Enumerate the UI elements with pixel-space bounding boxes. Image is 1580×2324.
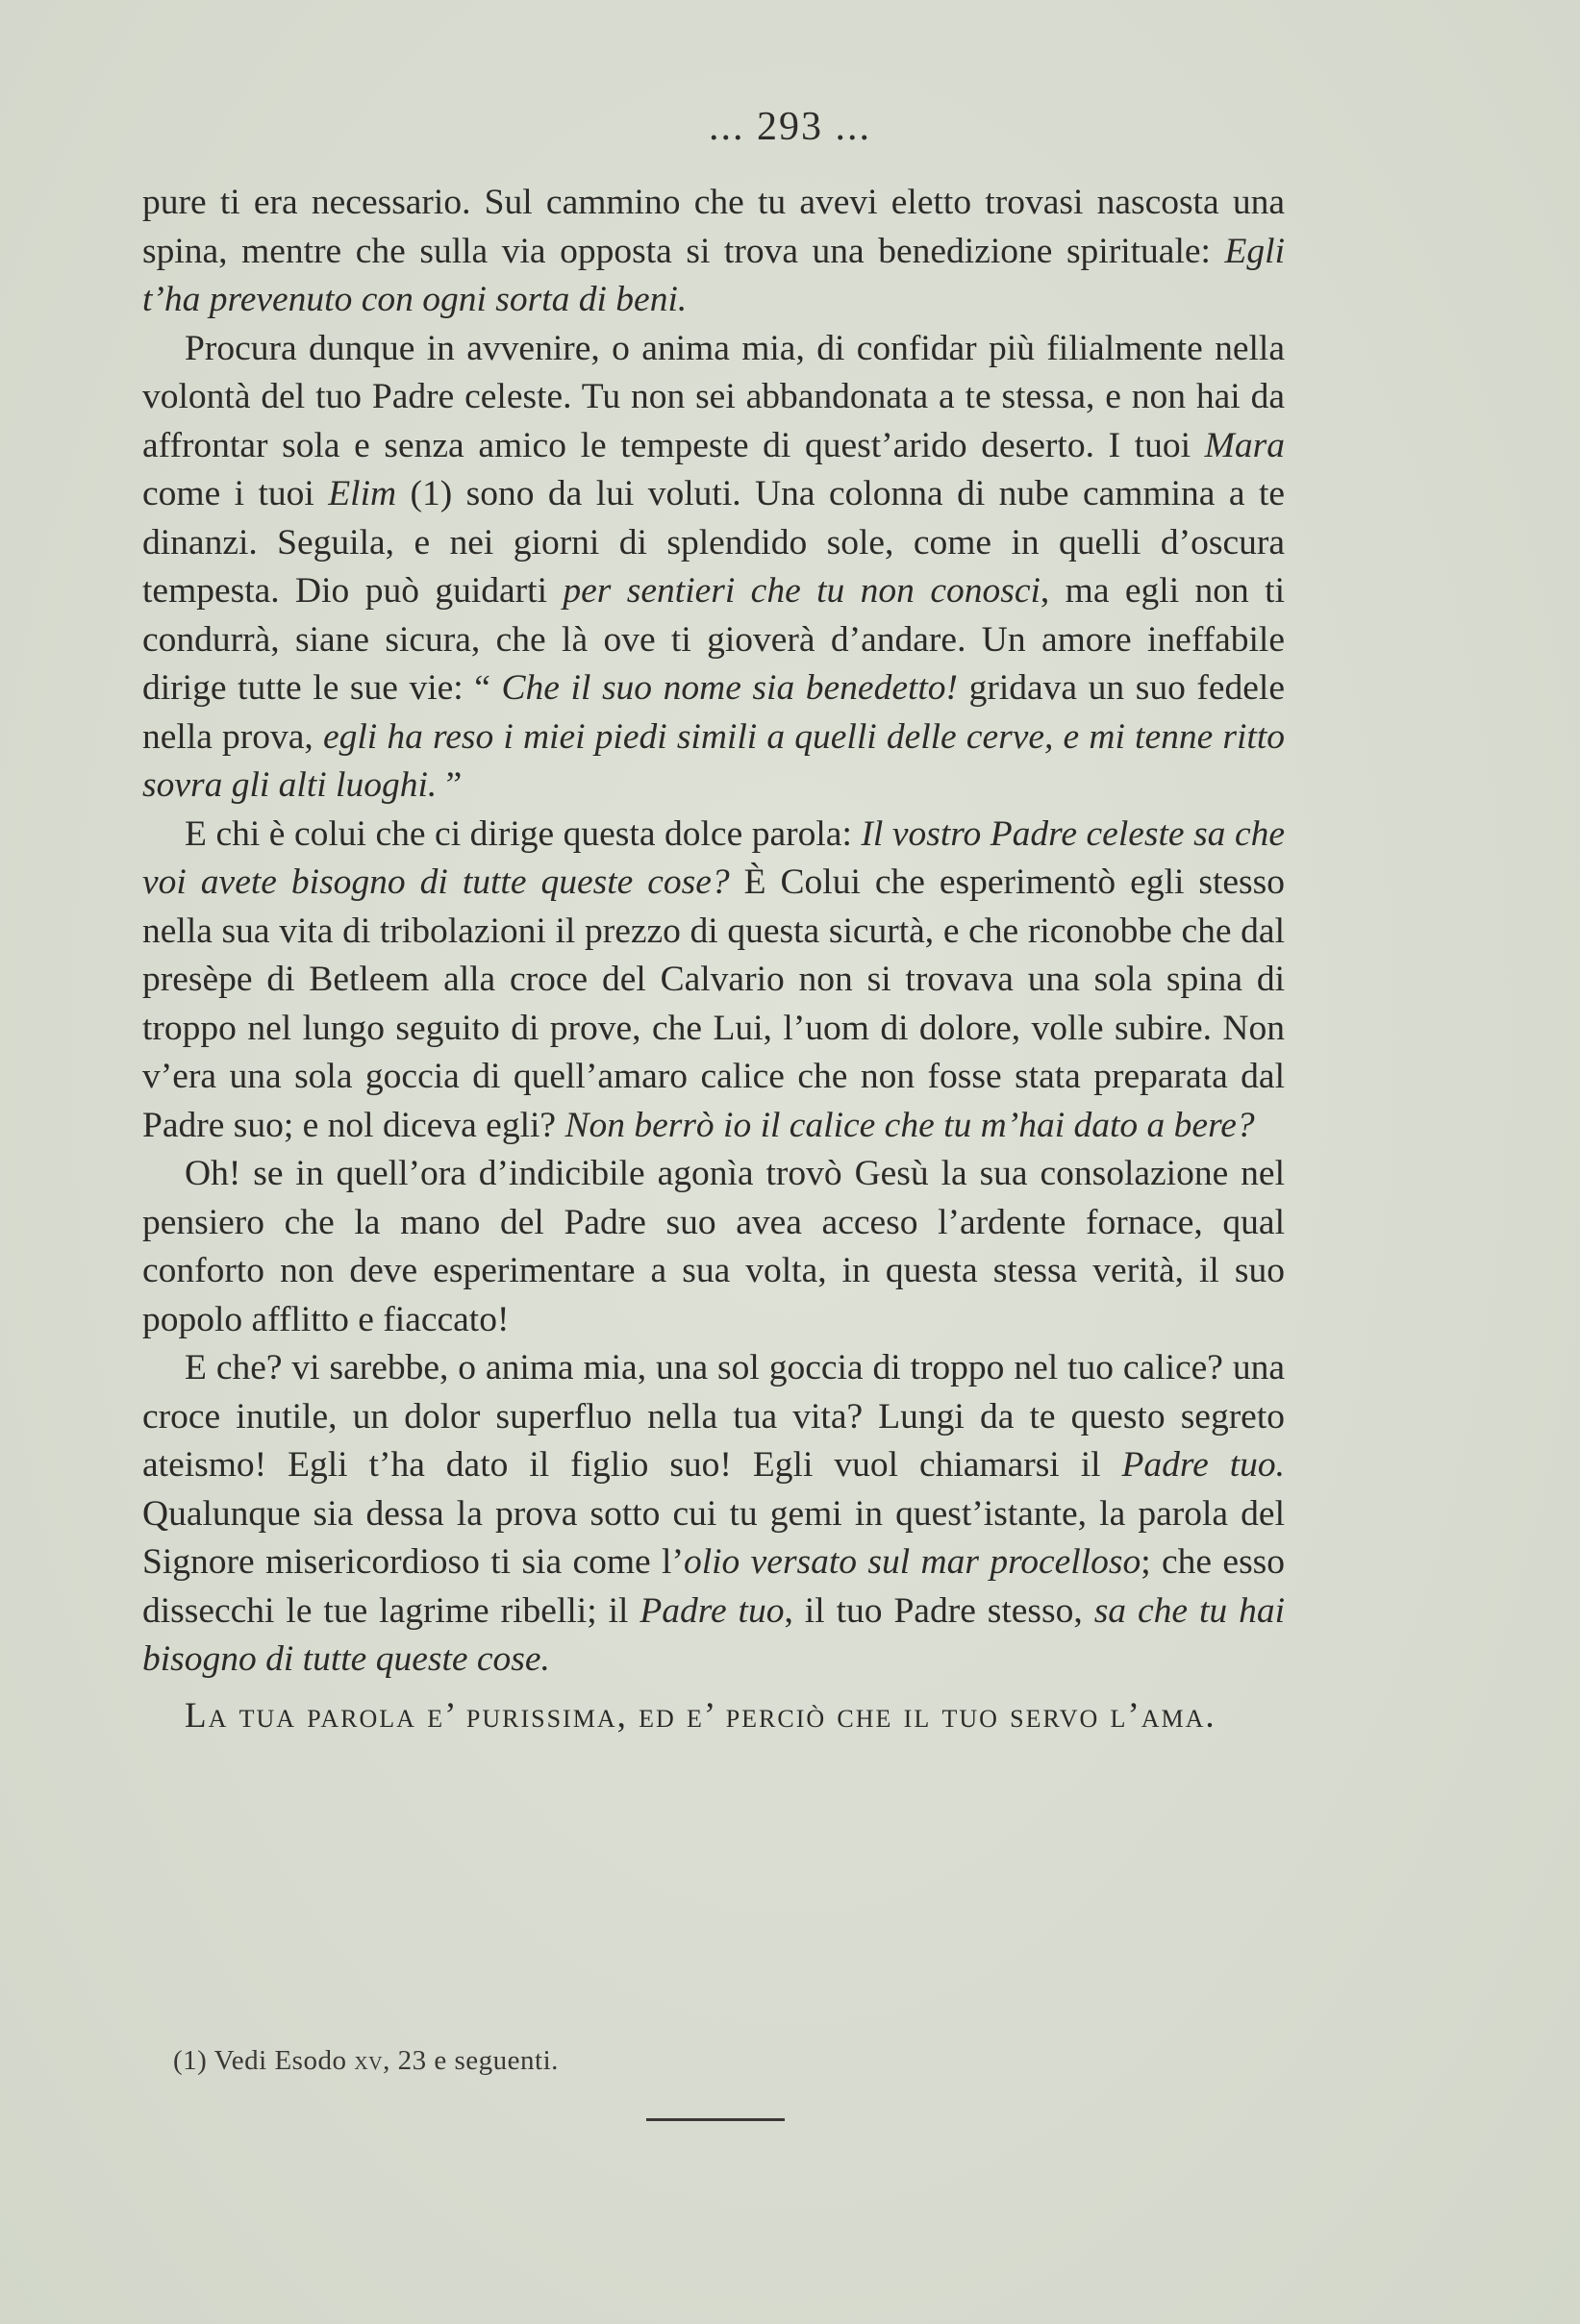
italic-text-segment: Padre tuo	[640, 1590, 785, 1631]
italic-text-segment: olio versato sul mar procelloso	[683, 1542, 1141, 1582]
italic-text-segment: Mara	[1204, 425, 1285, 465]
italic-text-segment: per sentieri che tu non conosci	[563, 571, 1041, 611]
footnote-chapter: xv	[354, 2045, 384, 2076]
paragraph-4	[142, 1150, 1285, 1344]
italic-text-segment: Il vostro Padre celeste sa che voi avete bisogno di tutte queste cose?	[142, 813, 1285, 902]
text-segment: , ma egli non ti condurrà, siane sicura, che là ove ti gioverà d’andare. Un amore ineffabile dirige tutte le sue vie: “	[142, 571, 1285, 708]
text-segment: E che? vi sarebbe, o anima mia, una sol goccia di troppo nel tuo calice? una croce inutile, un dolor superfluo nella tua vita? Lungi da te questo segreto ateismo! Egli t’ha dato il figlio suo! Egli vuol chiamarsi il	[142, 1348, 1285, 1485]
text-segment: pure ti era necessario. Sul cammino che tu avevi eletto trovasi nascosta una spina, mentre che sulla via opposta si trova una benedizione spirituale:	[142, 183, 1285, 271]
text-segment: come i tuoi	[142, 474, 329, 513]
italic-text-segment: Egli t’ha prevenuto con ogni sorta di beni.	[142, 231, 1285, 319]
footnote-text-after: , 23 e seguenti.	[383, 2045, 559, 2076]
paragraph-5	[142, 1344, 1285, 1685]
italic-text-segment: Che il suo nome sia benedetto!	[501, 668, 959, 708]
text-segment: gridava un suo fedele nella prova,	[142, 668, 1285, 757]
text-segment: Oh! se in quell’ora d’indicibile agonìa trovò Gesù la sua consolazione nel pensiero che la mano del Padre suo avea acceso l’ardente fornace, qual conforto non deve esperimentare a sua volta, in questa stessa verità, il suo popolo afflitto e fiaccato!	[142, 1154, 1285, 1339]
text-segment: ; che esso dissecchi le tue lagrime ribelli; il	[142, 1542, 1286, 1631]
page-number-header: ... 293 ...	[709, 105, 871, 149]
paragraph-2	[142, 325, 1285, 811]
italic-text-segment: sa che tu hai bisogno di tutte queste cose.	[142, 1590, 1286, 1679]
italic-text-segment: egli ha reso i miei piedi simili a quelli delle cerve, e mi tenne ritto sovra gli alti luoghi.	[142, 716, 1285, 805]
footnote-mark: (1)	[173, 2045, 208, 2076]
italic-text-segment: Padre tuo.	[1121, 1445, 1286, 1485]
text-segment: ”	[437, 765, 463, 805]
text-segment: Qualunque sia dessa la prova sotto cui tu gemi in quest’istante, la parola del Signore misericordioso ti sia come l’	[142, 1493, 1285, 1582]
footnote	[173, 2045, 559, 2077]
italic-text-segment: Non berrò io il calice che tu m’hai dato a bere?	[564, 1105, 1255, 1145]
text-segment: È Colui che esperimentò egli stesso nella sua vita di tribolazioni il prezzo di questa sicurtà, e che riconobbe che dal presèpe di Betleem alla croce del Calvario non si trovava una sola spina di troppo nel lungo seguito di prove, che Lui, l’uom di dolore, volle subire. Non v’era una sola goccia di quell’amaro calice che non fosse stata preparata dal Padre suo; e nol diceva egli?	[142, 862, 1285, 1145]
text-segment: (1) sono da lui voluti. Una colonna di nube cammina a te dinanzi. Seguila, e nei giorni di splendido sole, come in quelli d’oscura tempesta. Dio può guidarti	[142, 474, 1286, 611]
end-rule-divider	[646, 2118, 785, 2121]
paragraph-1	[142, 179, 1285, 325]
paragraph-3	[142, 811, 1285, 1151]
text-segment: E chi è colui che ci dirige questa dolce parola:	[185, 813, 862, 854]
body-text	[142, 179, 1285, 1740]
closing-verse: La tua parola e’ purissima, ed e’ perciò che il tuo servo l’ama.	[185, 1695, 1216, 1736]
footnote-text-before: Vedi Esodo	[213, 2045, 355, 2076]
italic-text-segment: Elim	[328, 474, 397, 513]
text-segment: , il tuo Padre stesso,	[784, 1590, 1094, 1631]
text-segment: Procura dunque in avvenire, o anima mia, di confidar più filialmente nella volontà del tuo Padre celeste. Tu non sei abbandonata a te stessa, e non hai da affrontar sola e senza amico le tempeste di quest’arido deserto. I tuoi	[142, 328, 1285, 465]
